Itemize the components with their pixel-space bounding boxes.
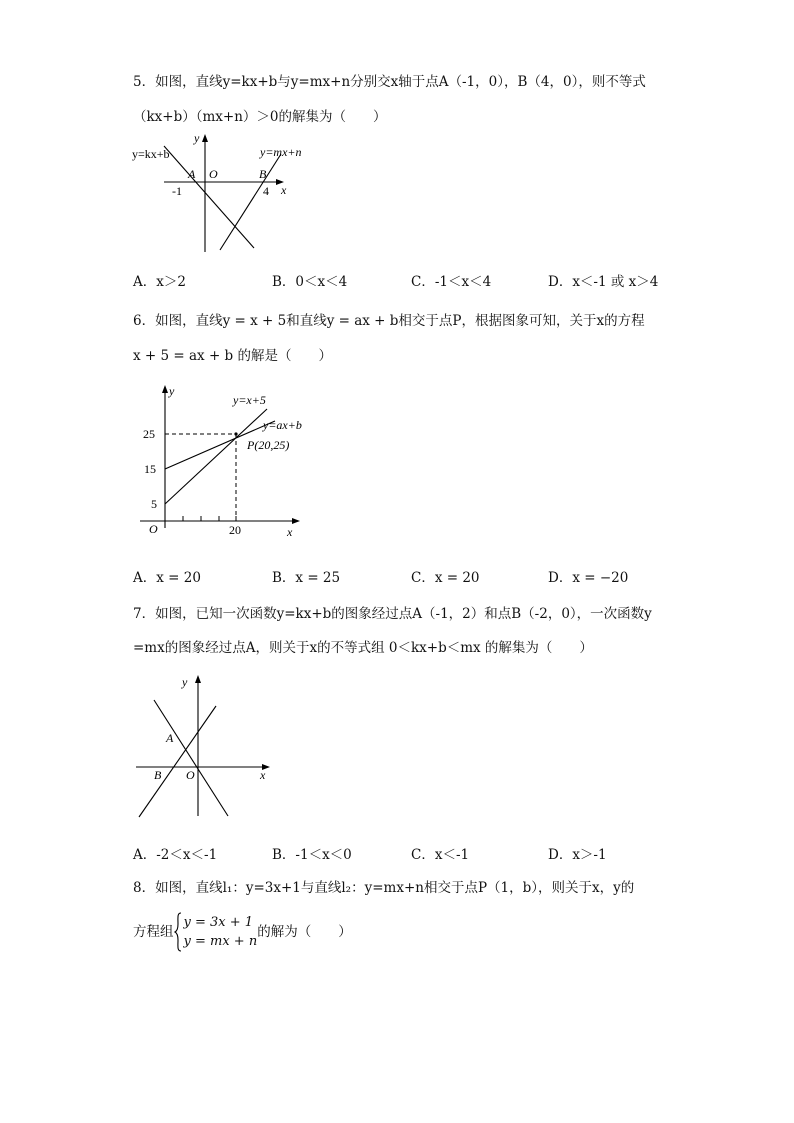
q5-label-mx-n: y=mx+n (260, 145, 302, 159)
q5-label-minus1: -1 (172, 184, 182, 198)
q6-label-l1: y=x+5 (233, 393, 266, 407)
q5-line1: 5．如图，直线y=kx+b与y=mx+n分别交x轴于点A（-1，0），B（4，0），则不等式 (133, 74, 646, 90)
q6-label-P: P(20,25) (247, 438, 290, 452)
q8-eq2: y = mx + n (183, 934, 258, 949)
q5-figure (128, 128, 328, 258)
q5-label-y: y (194, 131, 200, 145)
q6-tick-15: 15 (144, 462, 156, 476)
q8-eq1: y = 3x + 1 (183, 915, 254, 930)
q6-tick-25: 25 (143, 427, 155, 441)
q7-label-O: O (186, 768, 195, 782)
q7-line-mx (139, 706, 216, 817)
q6-point-p (234, 432, 237, 435)
q5-option-a[interactable]: A．x＞2 (133, 274, 186, 290)
q7-line1: 7．如图，已知一次函数y=kx+b的图象经过点A（-1，2）和点B（-2，0），一次函数y (133, 606, 652, 622)
q6-option-d[interactable]: D．x = −20 (548, 570, 629, 586)
q7-label-x: x (260, 768, 266, 782)
q7-line-kx-b (154, 700, 228, 816)
q6-line2: x + 5 = ax + b 的解是（ ） (133, 348, 332, 364)
q5-line-mx-n (220, 154, 281, 250)
q8-system (184, 913, 258, 951)
q8-brace (174, 912, 182, 952)
q6-line-x-plus-5 (165, 409, 267, 504)
q7-label-A: A (166, 731, 174, 745)
q7-figure (130, 670, 280, 820)
q6-figure (135, 378, 315, 543)
q6-label-l2: y=ax+b (263, 418, 302, 432)
q5-option-b[interactable]: B．0＜x＜4 (272, 274, 348, 290)
q7-label-y: y (182, 675, 188, 689)
q5-label-A: A (188, 167, 196, 181)
q5-line2: （kx+b）（mx+n）＞0的解集为（ ） (133, 109, 387, 125)
q8-line2 (133, 912, 352, 952)
q6-option-a[interactable]: A．x = 20 (133, 570, 201, 586)
q5-label-x: x (281, 183, 287, 197)
q5-option-d[interactable]: D．x＜-1 或 x＞4 (548, 274, 659, 290)
q7-option-b[interactable]: B．-1＜x＜0 (272, 847, 352, 863)
q8-suffix: 的解为（ ） (257, 924, 352, 940)
q6-tick-5: 5 (151, 497, 157, 511)
q5-label-O: O (209, 167, 218, 181)
q6-option-b[interactable]: B．x = 25 (272, 570, 341, 586)
q6-line1: 6．如图，直线y = x + 5和直线y = ax + b相交于点P，根据图象可知，关于x的方程 (133, 313, 645, 329)
q6-option-c[interactable]: C．x = 20 (411, 570, 480, 586)
q7-option-d[interactable]: D．x＞-1 (548, 847, 607, 863)
q5-label-B: B (259, 167, 267, 181)
q7-option-a[interactable]: A．-2＜x＜-1 (133, 847, 218, 863)
q6-label-O: O (149, 522, 158, 536)
q5-label-kx-b: y=kx+b (132, 147, 170, 161)
q8-line1: 8．如图，直线l₁：y=3x+1与直线l₂：y=mx+n相交于点P（1，b），则关于x，y的 (133, 880, 635, 896)
q5-option-c[interactable]: C．-1＜x＜4 (411, 274, 492, 290)
q6-label-x: x (287, 525, 293, 539)
q6-tick-20: 20 (229, 523, 241, 537)
q7-line2: =mx的图象经过点A，则关于x的不等式组 0＜kx+b＜mx 的解集为（ ） (133, 640, 593, 656)
q7-label-B: B (154, 768, 162, 782)
q8-prefix: 方程组 (133, 924, 174, 940)
q7-option-c[interactable]: C．x＜-1 (411, 847, 470, 863)
q5-label-4: 4 (263, 184, 269, 198)
q6-label-y: y (169, 384, 175, 398)
